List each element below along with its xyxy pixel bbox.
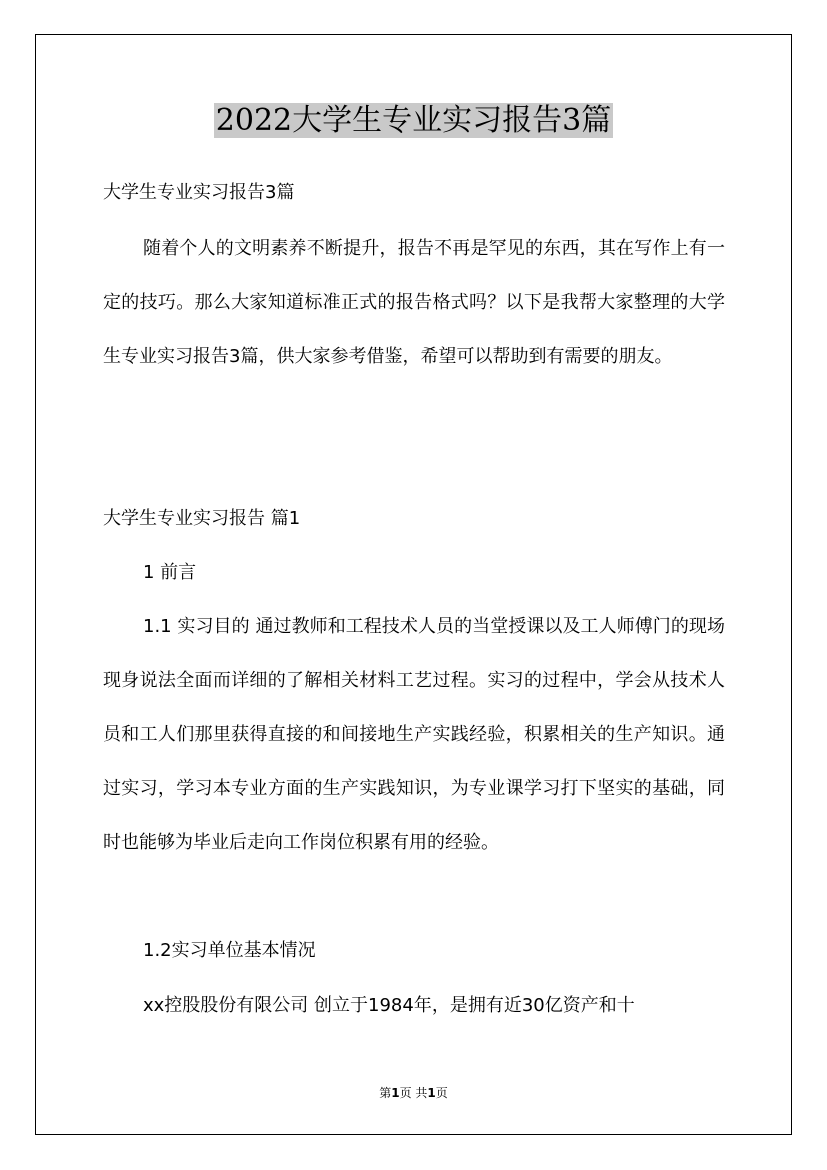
- footer-suffix: 页: [435, 1086, 448, 1100]
- company-info-heading: 1.2实习单位基本情况: [143, 940, 316, 961]
- document-title: [0, 101, 827, 141]
- purpose-paragraph: 1.1 实习目的 通过教师和工程技术人员的当堂授课以及工人师傅门的现场现身说法全面而详细的了解相关材料工艺过程。实习的过程中，学会从技术人员和工人们那里获得直接的和间接地生产实践经验，积累相关的生产知识。通过实习，学习本专业方面的生产实践知识，为专业课学习打下坚实的基础，同时也能够为毕业后走向工作岗位积累有用的经验。: [103, 616, 725, 853]
- footer-page-number: 1: [391, 1086, 400, 1100]
- company-info-paragraph: xx控股股份有限公司 创立于1984年，是拥有近30亿资产和十: [143, 995, 635, 1016]
- section-title: 大学生专业实习报告 篇1: [103, 508, 301, 529]
- document-subtitle: 大学生专业实习报告3篇: [103, 182, 295, 203]
- intro-paragraph: 随着个人的文明素养不断提升，报告不再是罕见的东西，其在写作上有一定的技巧。那么大家知道标准正式的报告格式吗？以下是我帮大家整理的大学生专业实习报告3篇，供大家参考借鉴，希望可以帮助到有需要的朋友。: [103, 238, 725, 367]
- footer-mid: 页 共: [399, 1086, 428, 1100]
- page-footer: [0, 1084, 827, 1101]
- footer-prefix: 第: [379, 1086, 392, 1100]
- preface-heading: 1 前言: [143, 562, 197, 583]
- document-title-text: 2022大学生专业实习报告3篇: [215, 103, 612, 138]
- footer-total-pages: 1: [427, 1086, 436, 1100]
